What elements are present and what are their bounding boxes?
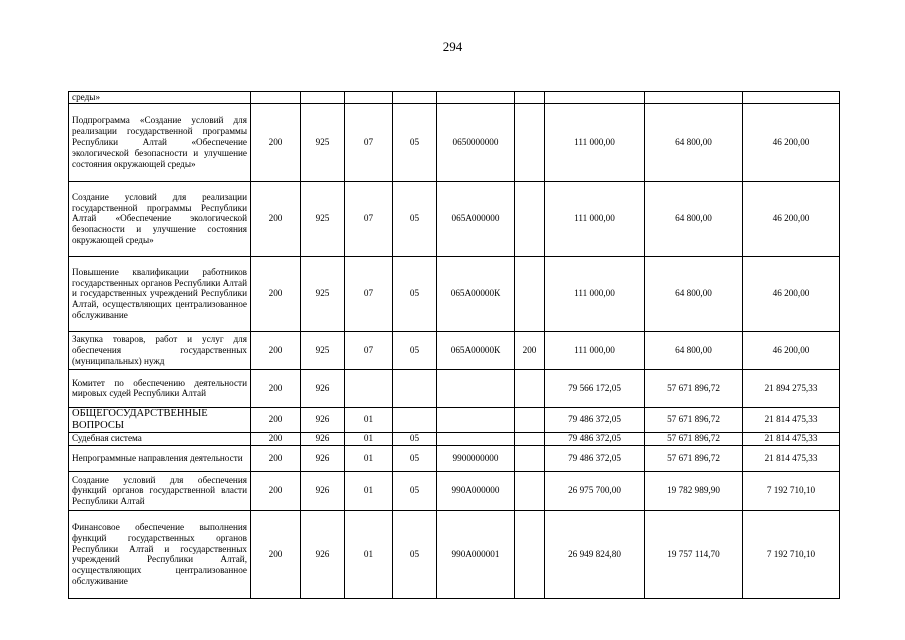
cell-rz: 01 xyxy=(345,445,393,471)
cell-rz: 07 xyxy=(345,181,393,256)
cell-amount-1: 111 000,00 xyxy=(545,103,645,181)
row-name: Финансовое обеспечение выполнения функций государственных органов Республики Алтай и государственных учреждений Республики Алтай, осуществляющих централизованное обслуживание xyxy=(69,510,251,598)
cell-rz: 07 xyxy=(345,331,393,369)
cell-csr: 9900000000 xyxy=(437,445,515,471)
cell-amount-2: 64 800,00 xyxy=(645,331,743,369)
cell-amount-2: 57 671 896,72 xyxy=(645,432,743,445)
cell-vr xyxy=(515,432,545,445)
cell-rz xyxy=(345,369,393,407)
cell-vr xyxy=(515,407,545,432)
cell-pr: 05 xyxy=(393,510,437,598)
cell-ved: 925 xyxy=(301,181,345,256)
cell-vr xyxy=(515,510,545,598)
cell-vr: 200 xyxy=(515,331,545,369)
cell-amount-2 xyxy=(645,92,743,104)
cell-ved: 926 xyxy=(301,445,345,471)
cell-amount-3: 21 894 275,33 xyxy=(743,369,840,407)
cell-amount-2: 64 800,00 xyxy=(645,181,743,256)
cell-ved: 926 xyxy=(301,432,345,445)
cell-amount-2: 57 671 896,72 xyxy=(645,407,743,432)
cell-grbs: 200 xyxy=(251,331,301,369)
table-row xyxy=(69,103,840,181)
cell-rz: 07 xyxy=(345,103,393,181)
cell-pr: 05 xyxy=(393,432,437,445)
cell-amount-1: 79 486 372,05 xyxy=(545,432,645,445)
cell-amount-3: 46 200,00 xyxy=(743,256,840,331)
cell-amount-2: 19 782 989,90 xyxy=(645,471,743,510)
cell-csr: 0650000000 xyxy=(437,103,515,181)
cell-amount-1: 111 000,00 xyxy=(545,256,645,331)
cell-amount-2: 57 671 896,72 xyxy=(645,369,743,407)
table-row xyxy=(69,407,840,432)
row-name: ОБЩЕГОСУДАРСТВЕННЫЕ ВОПРОСЫ xyxy=(69,407,251,432)
cell-ved: 926 xyxy=(301,471,345,510)
cell-ved: 925 xyxy=(301,256,345,331)
table-row xyxy=(69,369,840,407)
table-row xyxy=(69,432,840,445)
cell-amount-1: 111 000,00 xyxy=(545,181,645,256)
cell-pr: 05 xyxy=(393,181,437,256)
cell-amount-1: 26 949 824,80 xyxy=(545,510,645,598)
table-row xyxy=(69,181,840,256)
cell-amount-3: 21 814 475,33 xyxy=(743,445,840,471)
cell-pr: 05 xyxy=(393,445,437,471)
cell-csr: 990А000000 xyxy=(437,471,515,510)
cell-pr xyxy=(393,407,437,432)
cell-vr xyxy=(515,92,545,104)
cell-csr xyxy=(437,92,515,104)
cell-amount-2: 57 671 896,72 xyxy=(645,445,743,471)
cell-amount-3: 46 200,00 xyxy=(743,181,840,256)
row-name: Создание условий для реализации государственной программы Республики Алтай «Обеспечение экологической безопасности и улучшение состояния окружающей среды» xyxy=(69,181,251,256)
cell-vr xyxy=(515,369,545,407)
cell-pr: 05 xyxy=(393,331,437,369)
cell-vr xyxy=(515,181,545,256)
cell-vr xyxy=(515,103,545,181)
cell-rz: 01 xyxy=(345,432,393,445)
cell-grbs xyxy=(251,92,301,104)
cell-rz: 07 xyxy=(345,256,393,331)
cell-csr: 990А000001 xyxy=(437,510,515,598)
cell-pr: 05 xyxy=(393,471,437,510)
cell-amount-1: 111 000,00 xyxy=(545,331,645,369)
cell-amount-2: 64 800,00 xyxy=(645,256,743,331)
cell-grbs: 200 xyxy=(251,432,301,445)
cell-grbs: 200 xyxy=(251,510,301,598)
cell-amount-3: 21 814 475,33 xyxy=(743,432,840,445)
cell-amount-1 xyxy=(545,92,645,104)
cell-grbs: 200 xyxy=(251,181,301,256)
cell-amount-3 xyxy=(743,92,840,104)
table-row xyxy=(69,510,840,598)
table-row xyxy=(69,92,840,104)
cell-amount-3: 21 814 475,33 xyxy=(743,407,840,432)
cell-csr: 065А00000К xyxy=(437,256,515,331)
row-name: среды» xyxy=(69,92,251,104)
cell-csr: 065А00000К xyxy=(437,331,515,369)
table-row xyxy=(69,445,840,471)
cell-grbs: 200 xyxy=(251,471,301,510)
cell-grbs: 200 xyxy=(251,256,301,331)
cell-csr xyxy=(437,407,515,432)
cell-vr xyxy=(515,445,545,471)
cell-pr: 05 xyxy=(393,103,437,181)
cell-amount-3: 46 200,00 xyxy=(743,103,840,181)
cell-amount-3: 7 192 710,10 xyxy=(743,471,840,510)
cell-vr xyxy=(515,471,545,510)
cell-ved: 926 xyxy=(301,369,345,407)
cell-amount-1: 79 486 372,05 xyxy=(545,445,645,471)
page-number: 294 xyxy=(442,39,463,54)
cell-amount-1: 26 975 700,00 xyxy=(545,471,645,510)
cell-csr: 065А000000 xyxy=(437,181,515,256)
cell-pr: 05 xyxy=(393,256,437,331)
budget-table xyxy=(68,91,840,599)
cell-amount-3: 7 192 710,10 xyxy=(743,510,840,598)
row-name: Подпрограмма «Создание условий для реализации государственной программы Республики Алтай «Обеспечение экологической безопасности и улучшение состояния окружающей среды» xyxy=(69,103,251,181)
cell-grbs: 200 xyxy=(251,407,301,432)
cell-csr xyxy=(437,369,515,407)
cell-pr xyxy=(393,369,437,407)
cell-amount-2: 19 757 114,70 xyxy=(645,510,743,598)
table-row xyxy=(69,331,840,369)
cell-ved: 925 xyxy=(301,103,345,181)
row-name: Повышение квалификации работников государственных органов Республики Алтай и государственных учреждений Республики Алтай, осуществляющих централизованное обслуживание xyxy=(69,256,251,331)
cell-rz: 01 xyxy=(345,471,393,510)
cell-amount-1: 79 486 372,05 xyxy=(545,407,645,432)
cell-vr xyxy=(515,256,545,331)
cell-grbs: 200 xyxy=(251,445,301,471)
table-row xyxy=(69,256,840,331)
cell-ved: 926 xyxy=(301,510,345,598)
cell-pr xyxy=(393,92,437,104)
row-name: Закупка товаров, работ и услуг для обеспечения государственных (муниципальных) нужд xyxy=(69,331,251,369)
row-name: Непрограммные направления деятельности xyxy=(69,445,251,471)
row-name: Комитет по обеспечению деятельности мировых судей Республики Алтай xyxy=(69,369,251,407)
cell-ved: 925 xyxy=(301,331,345,369)
cell-amount-1: 79 566 172,05 xyxy=(545,369,645,407)
cell-ved xyxy=(301,92,345,104)
cell-amount-3: 46 200,00 xyxy=(743,331,840,369)
cell-ved: 926 xyxy=(301,407,345,432)
cell-rz: 01 xyxy=(345,407,393,432)
cell-rz xyxy=(345,92,393,104)
row-name: Судебная система xyxy=(69,432,251,445)
row-name: Создание условий для обеспечения функций органов государственной власти Республики Алтай xyxy=(69,471,251,510)
table-row xyxy=(69,471,840,510)
cell-csr xyxy=(437,432,515,445)
cell-grbs: 200 xyxy=(251,103,301,181)
cell-grbs: 200 xyxy=(251,369,301,407)
cell-amount-2: 64 800,00 xyxy=(645,103,743,181)
cell-rz: 01 xyxy=(345,510,393,598)
